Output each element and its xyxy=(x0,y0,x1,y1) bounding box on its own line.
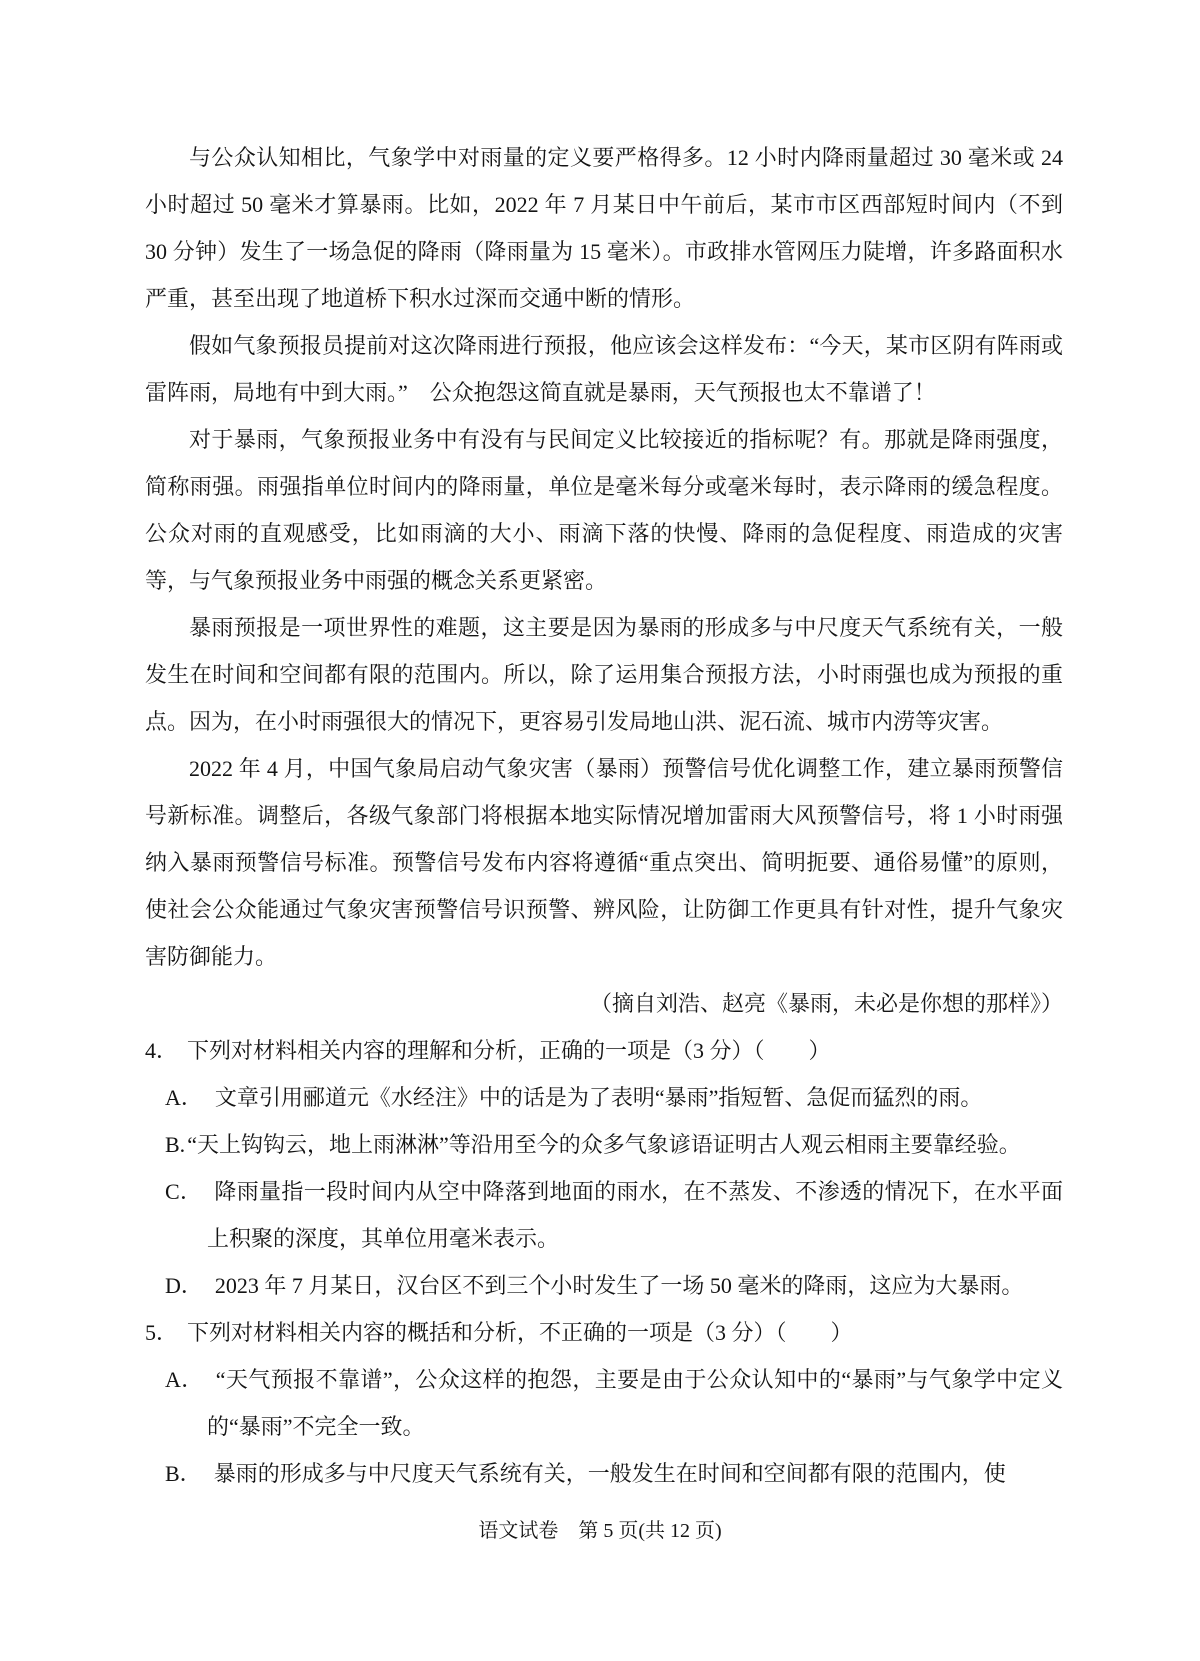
option-b-text: “天上钩钩云，地上雨淋淋”等沿用至今的众多气象谚语证明古人观云相雨主要靠经验。 xyxy=(187,1132,1021,1157)
question-4-option-a xyxy=(165,1074,1063,1121)
passage-paragraph: 2022 年 4 月，中国气象局启动气象灾害（暴雨）预警信号优化调整工作，建立暴雨预警信号新标准。调整后，各级气象部门将根据本地实际情况增加雷雨大风预警信号，将 1 小时雨强纳入暴雨预警信号标准。预警信号发布内容将遵循“重点突出、简明扼要、通俗易懂”的原则，使社会公众能通过气象灾害预警信号识预警、辨风险，让防御工作更具有针对性，提升气象灾害防御能力。 xyxy=(145,756,1063,969)
option-c-text: 降雨量指一段时间内从空中降落到地面的雨水，在不蒸发、不渗透的情况下，在水平面上积聚的深度，其单位用毫米表示。 xyxy=(207,1179,1063,1251)
question-5-number: 5． xyxy=(145,1320,179,1345)
question-4-number: 4． xyxy=(145,1038,179,1063)
option-a-label: A． xyxy=(165,1085,203,1110)
question-5-stem xyxy=(145,1309,1063,1356)
option-c-label: C． xyxy=(165,1179,203,1204)
option-b-text: 暴雨的形成多与中尺度天气系统有关，一般发生在时间和空间都有限的范围内，使 xyxy=(213,1461,1006,1486)
question-5-option-a xyxy=(165,1356,1063,1450)
question-4-stem-text: 下列对材料相关内容的理解和分析，正确的一项是（3 分）（ ） xyxy=(187,1038,831,1063)
question-5-option-b xyxy=(165,1450,1063,1497)
question-4-option-b xyxy=(165,1121,1063,1168)
option-d-label: D． xyxy=(165,1273,203,1298)
passage-attribution: （摘自刘浩、赵亮《暴雨，未必是你想的那样》） xyxy=(589,991,1063,1016)
option-b-label: B. xyxy=(165,1132,186,1157)
passage-paragraph: 暴雨预报是一项世界性的难题，这主要是因为暴雨的形成多与中尺度天气系统有关，一般发生在时间和空间都有限的范围内。所以，除了运用集合预报方法，小时雨强也成为预报的重点。因为，在小时雨强很大的情况下，更容易引发局地山洪、泥石流、城市内涝等灾害。 xyxy=(145,615,1063,734)
option-a-text: “天气预报不靠谱”，公众这样的抱怨，主要是由于公众认知中的“暴雨”与气象学中定义的“暴雨”不完全一致。 xyxy=(207,1367,1064,1439)
option-b-label: B． xyxy=(165,1461,202,1486)
passage-paragraph: 假如气象预报员提前对这次降雨进行预报，他应该会这样发布：“今天，某市区阴有阵雨或雷阵雨，局地有中到大雨。” 公众抱怨这简直就是暴雨，天气预报也太不靠谱了！ xyxy=(145,333,1063,405)
page-footer: 语文试卷 第 5 页(共 12 页) xyxy=(478,1520,722,1542)
page-content xyxy=(145,134,1063,1497)
passage-paragraph: 与公众认知相比，气象学中对雨量的定义要严格得多。12 小时内降雨量超过 30 毫米或 24 小时超过 50 毫米才算暴雨。比如，2022 年 7 月某日中午前后，某市市区西部短时间内（不到 30 分钟）发生了一场急促的降雨（降雨量为 15 毫米）。市政排水管网压力陡增，许多路面积水严重，甚至出现了地道桥下积水过深而交通中断的情形。 xyxy=(145,145,1063,311)
option-a-label: A． xyxy=(165,1367,204,1392)
option-a-text: 文章引用郦道元《水经注》中的话是为了表明“暴雨”指短暂、急促而猛烈的雨。 xyxy=(214,1085,983,1110)
option-d-text: 2023 年 7 月某日，汉台区不到三个小时发生了一场 50 毫米的降雨，这应为大暴雨。 xyxy=(214,1273,1024,1298)
question-4-option-c xyxy=(165,1168,1063,1262)
question-5-stem-text: 下列对材料相关内容的概括和分析，不正确的一项是（3 分）（ ） xyxy=(187,1320,853,1345)
question-4-option-d xyxy=(165,1262,1063,1309)
passage-paragraph: 对于暴雨，气象预报业务中有没有与民间定义比较接近的指标呢？有。那就是降雨强度，简称雨强。雨强指单位时间内的降雨量，单位是毫米每分或毫米每时，表示降雨的缓急程度。公众对雨的直观感受，比如雨滴的大小、雨滴下落的快慢、降雨的急促程度、雨造成的灾害等，与气象预报业务中雨强的概念关系更紧密。 xyxy=(145,427,1063,593)
question-4-stem xyxy=(145,1027,1063,1074)
